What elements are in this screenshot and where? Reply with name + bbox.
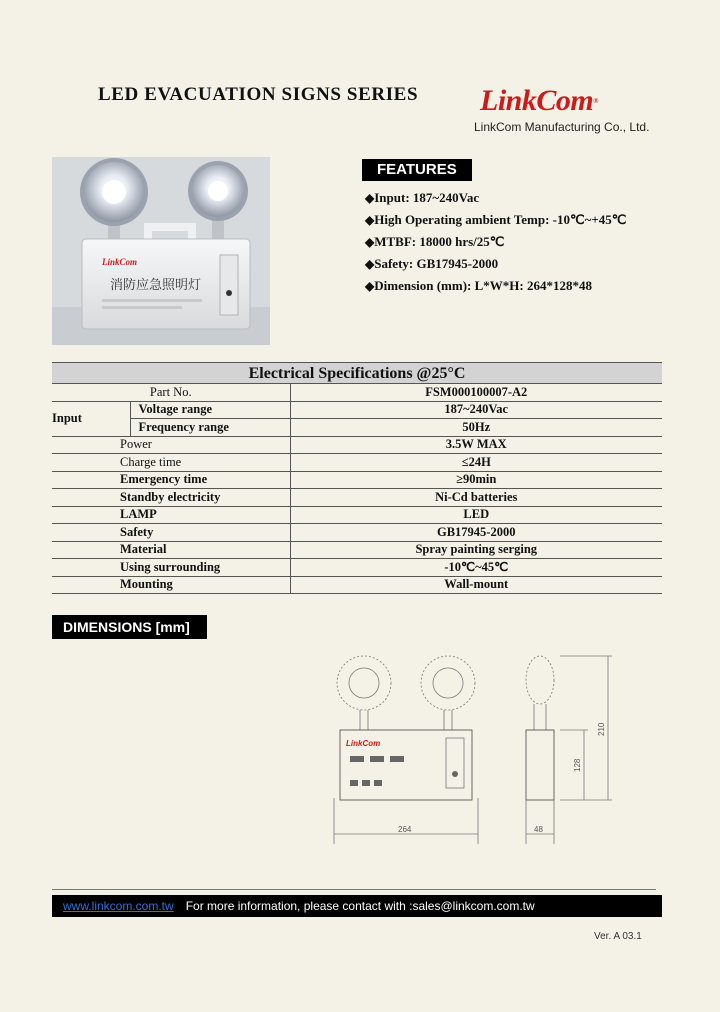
input-label: Input — [52, 401, 130, 436]
diamond-bullet-icon: ◆ — [365, 235, 375, 249]
contact-text: For more information, please contact with :sales@linkcom.com.tw — [185, 899, 535, 913]
depth-dimension-label: 48 — [534, 825, 543, 834]
row-value: Wall-mount — [290, 576, 662, 594]
table-row — [52, 384, 662, 402]
row-label: Using surrounding — [52, 559, 290, 577]
voltage-range-value: 187~240Vac — [290, 401, 662, 419]
features-heading: FEATURES — [362, 159, 472, 181]
row-label: Safety — [52, 524, 290, 542]
frequency-range-label: Frequency range — [130, 419, 290, 437]
company-name: LinkCom Manufacturing Co., Ltd. — [474, 120, 650, 134]
photo-cn-label: 消防应急照明灯 — [110, 278, 202, 293]
part-no-value: FSM000100007-A2 — [290, 384, 662, 402]
total-height-dimension-label: 210 — [597, 722, 606, 736]
spec-table-title: Electrical Specifications @25°C — [52, 363, 662, 384]
row-label: Power — [52, 436, 290, 454]
brand-logo — [480, 86, 598, 116]
website-link[interactable]: www.linkcom.com.tw — [63, 899, 174, 913]
table-row — [52, 436, 662, 454]
dimension-drawing — [320, 648, 620, 848]
voltage-range-label: Voltage range — [130, 401, 290, 419]
table-row — [52, 471, 662, 489]
row-label: Standby electricity — [52, 489, 290, 507]
table-header-row — [52, 363, 662, 384]
features-list — [365, 187, 626, 297]
width-dimension-label: 264 — [398, 825, 412, 834]
part-no-label: Part No. — [52, 384, 290, 402]
table-row — [52, 524, 662, 542]
row-value: LED — [290, 506, 662, 524]
row-label: Mounting — [52, 576, 290, 594]
row-value: GB17945-2000 — [290, 524, 662, 542]
dimensions-heading: DIMENSIONS [mm] — [52, 615, 207, 639]
diamond-bullet-icon: ◆ — [365, 279, 375, 293]
table-row — [52, 576, 662, 594]
row-label: LAMP — [52, 506, 290, 524]
feature-item: ◆Input: 187~240Vac — [365, 190, 480, 205]
feature-item: ◆High Operating ambient Temp: -10℃~+45℃ — [365, 212, 627, 227]
table-row — [52, 454, 662, 472]
diamond-bullet-icon: ◆ — [365, 257, 375, 271]
table-row — [52, 489, 662, 507]
table-row — [52, 401, 662, 419]
product-photo — [52, 157, 270, 345]
row-label: Emergency time — [52, 471, 290, 489]
table-row — [52, 506, 662, 524]
table-row — [52, 559, 662, 577]
feature-item: ◆Dimension (mm): L*W*H: 264*128*48 — [365, 278, 592, 293]
row-value: -10℃~45℃ — [290, 559, 662, 577]
footer-bar — [52, 895, 662, 917]
frequency-range-value: 50Hz — [290, 419, 662, 437]
feature-item: ◆Safety: GB17945-2000 — [365, 256, 499, 271]
height-dimension-label: 128 — [573, 758, 582, 772]
row-value: ≤24H — [290, 454, 662, 472]
row-label: Charge time — [52, 454, 290, 472]
footer-divider — [52, 889, 656, 890]
registered-mark-icon: ® — [593, 97, 598, 105]
drawing-brand-label: LinkCom — [346, 739, 381, 748]
brand-logo-text: LinkCom — [480, 84, 594, 117]
photo-brand-label: LinkCom — [102, 257, 138, 267]
diamond-bullet-icon: ◆ — [365, 213, 375, 227]
row-value: ≥90min — [290, 471, 662, 489]
row-label: Material — [52, 541, 290, 559]
diamond-bullet-icon: ◆ — [365, 191, 375, 205]
table-row — [52, 419, 662, 437]
page-title: LED EVACUATION SIGNS SERIES — [98, 84, 419, 105]
table-row — [52, 541, 662, 559]
version-label: Ver. A 03.1 — [594, 931, 642, 942]
electrical-spec-table — [52, 362, 662, 594]
row-value: Ni-Cd batteries — [290, 489, 662, 507]
feature-item: ◆MTBF: 18000 hrs/25℃ — [365, 234, 505, 249]
row-value: Spray painting serging — [290, 541, 662, 559]
row-value: 3.5W MAX — [290, 436, 662, 454]
